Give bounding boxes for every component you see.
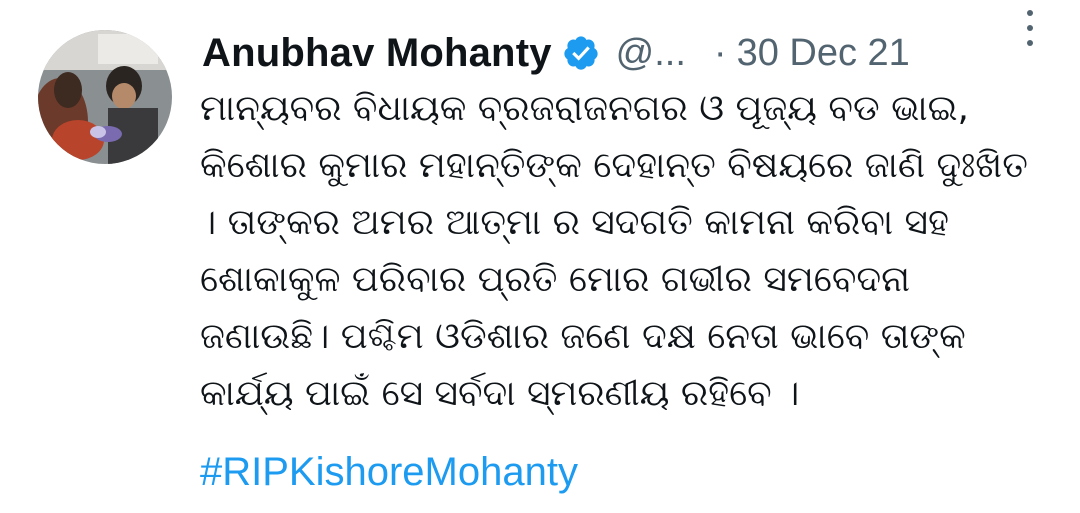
tweet-date[interactable]: 30 Dec 21 <box>736 31 910 74</box>
author-name[interactable]: Anubhav Mohanty <box>202 30 552 75</box>
avatar[interactable] <box>38 30 172 164</box>
tweet-header <box>202 28 1040 78</box>
more-options-icon[interactable] <box>1020 10 1040 46</box>
hashtag-link[interactable]: #RIPKishoreMohanty <box>200 450 578 494</box>
verified-badge-icon <box>562 34 600 72</box>
separator-dot: · <box>713 31 727 74</box>
tweet-body: ମାନ୍ୟବର ବିଧାୟକ ବ୍ରଜରାଜନଗର ଓ ପୂଜ୍ୟ ବଡ ଭାଇ, କିଶୋର କୁମାର ମହାନ୍ତିଙ୍କ ଦେହାନ୍ତ ବିଷୟରେ ଜାଣି ଦୁଃଖିତ । ତାଙ୍କର ଅମର ଆତ୍ମା ର ସଦଗତି କାମନା କରିବା ସହ ଶୋକାକୁଳ ପରିବାର ପ୍ରତି ମୋର ଗଭୀର ସମବେଦନା ଜଣାଉଛି। ପଶ୍ଚିମ ଓଡିଶାର ଜଣେ ଦକ୍ଷ ନେତା ଭାବେ ତାଙ୍କ କାର୍ଯ୍ୟ ପାଇଁ ସେ ସର୍ବଦା ସ୍ମରଣୀୟ ରହିବେ । <box>200 88 1040 414</box>
author-handle[interactable]: @... <box>615 31 686 74</box>
avatar-photo <box>38 30 172 164</box>
